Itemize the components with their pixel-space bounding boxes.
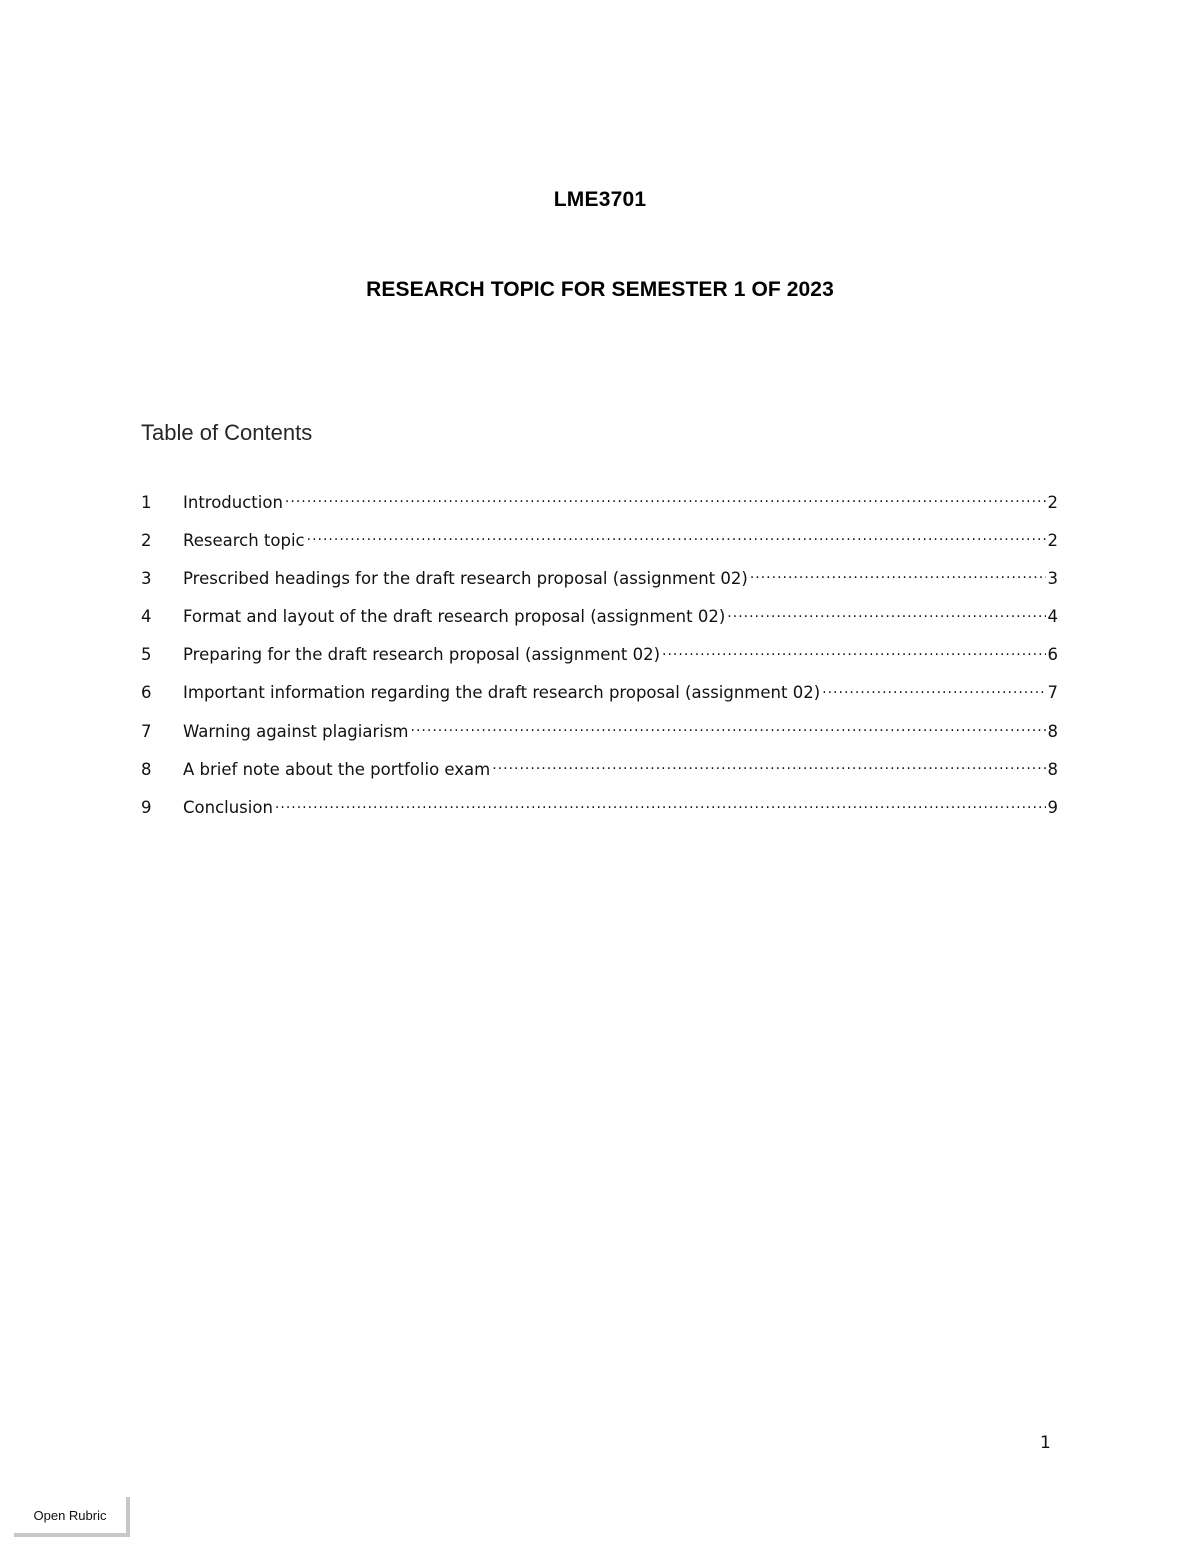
toc-dot-leader <box>275 797 1046 814</box>
toc-entry-title: Conclusion <box>183 798 273 817</box>
toc-entry-introduction[interactable] <box>141 491 1058 529</box>
toc-entry-important-information[interactable] <box>141 682 1058 720</box>
toc-entry-page: 3 <box>1047 568 1058 588</box>
toc-entry-format-layout[interactable] <box>141 606 1058 644</box>
toc-entry-title: Important information regarding the draft research proposal (assignment 02) <box>183 683 821 703</box>
toc-entry-number: 1 <box>141 492 152 512</box>
toc-entry-page: 2 <box>1047 492 1058 512</box>
page-number: 1 <box>1040 1433 1051 1453</box>
toc-entry-plagiarism-warning[interactable] <box>141 720 1058 758</box>
toc-dot-leader <box>285 491 1046 508</box>
toc-entry-title: Prescribed headings for the draft research proposal (assignment 02) <box>183 568 748 588</box>
toc-entry-number: 9 <box>141 798 152 817</box>
toc-entry-title: A brief note about the portfolio exam <box>183 759 491 779</box>
course-code: LME3701 <box>553 188 647 211</box>
toc-entry-title: Introduction <box>183 492 283 512</box>
toc-dot-leader <box>750 567 1046 584</box>
toc-entry-page: 6 <box>1047 645 1058 665</box>
toc-entry-title: Warning against plagiarism <box>183 721 409 741</box>
toc-dot-leader <box>492 758 1045 775</box>
toc-entry-page: 7 <box>1047 683 1058 703</box>
toc-entry-page: 2 <box>1047 530 1058 550</box>
toc-entry-number: 4 <box>141 607 152 627</box>
toc-entry-number: 6 <box>141 683 152 703</box>
toc-dot-leader <box>307 529 1046 546</box>
toc-entry-page: 9 <box>1047 798 1058 817</box>
toc-entry-number: 2 <box>141 530 152 550</box>
toc-entry-page: 4 <box>1047 607 1058 627</box>
toc-entry-prescribed-headings[interactable] <box>141 567 1058 605</box>
toc-entry-conclusion[interactable] <box>141 797 1058 835</box>
toc-heading: Table of Contents <box>141 420 313 445</box>
toc-entry-number: 8 <box>141 759 152 779</box>
toc-entry-title: Research topic <box>183 530 305 550</box>
table-of-contents <box>141 491 1058 835</box>
toc-entry-number: 3 <box>141 568 152 588</box>
toc-entry-portfolio-exam[interactable] <box>141 758 1058 796</box>
toc-entry-research-topic[interactable] <box>141 529 1058 567</box>
toc-entry-title: Preparing for the draft research proposal (assignment 02) <box>183 645 661 665</box>
toc-entry-title: Format and layout of the draft research proposal (assignment 02) <box>183 607 726 627</box>
toc-entry-preparing[interactable] <box>141 644 1058 682</box>
toc-entry-number: 5 <box>141 645 152 665</box>
document-title: RESEARCH TOPIC FOR SEMESTER 1 OF 2023 <box>366 278 834 301</box>
toc-entry-page: 8 <box>1047 759 1058 779</box>
toc-entry-number: 7 <box>141 721 152 741</box>
toc-dot-leader <box>411 720 1046 737</box>
toc-entry-page: 8 <box>1047 721 1058 741</box>
toc-dot-leader <box>822 682 1045 699</box>
toc-dot-leader <box>727 606 1045 623</box>
open-rubric-button[interactable]: Open Rubric <box>14 1497 130 1537</box>
toc-dot-leader <box>662 644 1045 661</box>
